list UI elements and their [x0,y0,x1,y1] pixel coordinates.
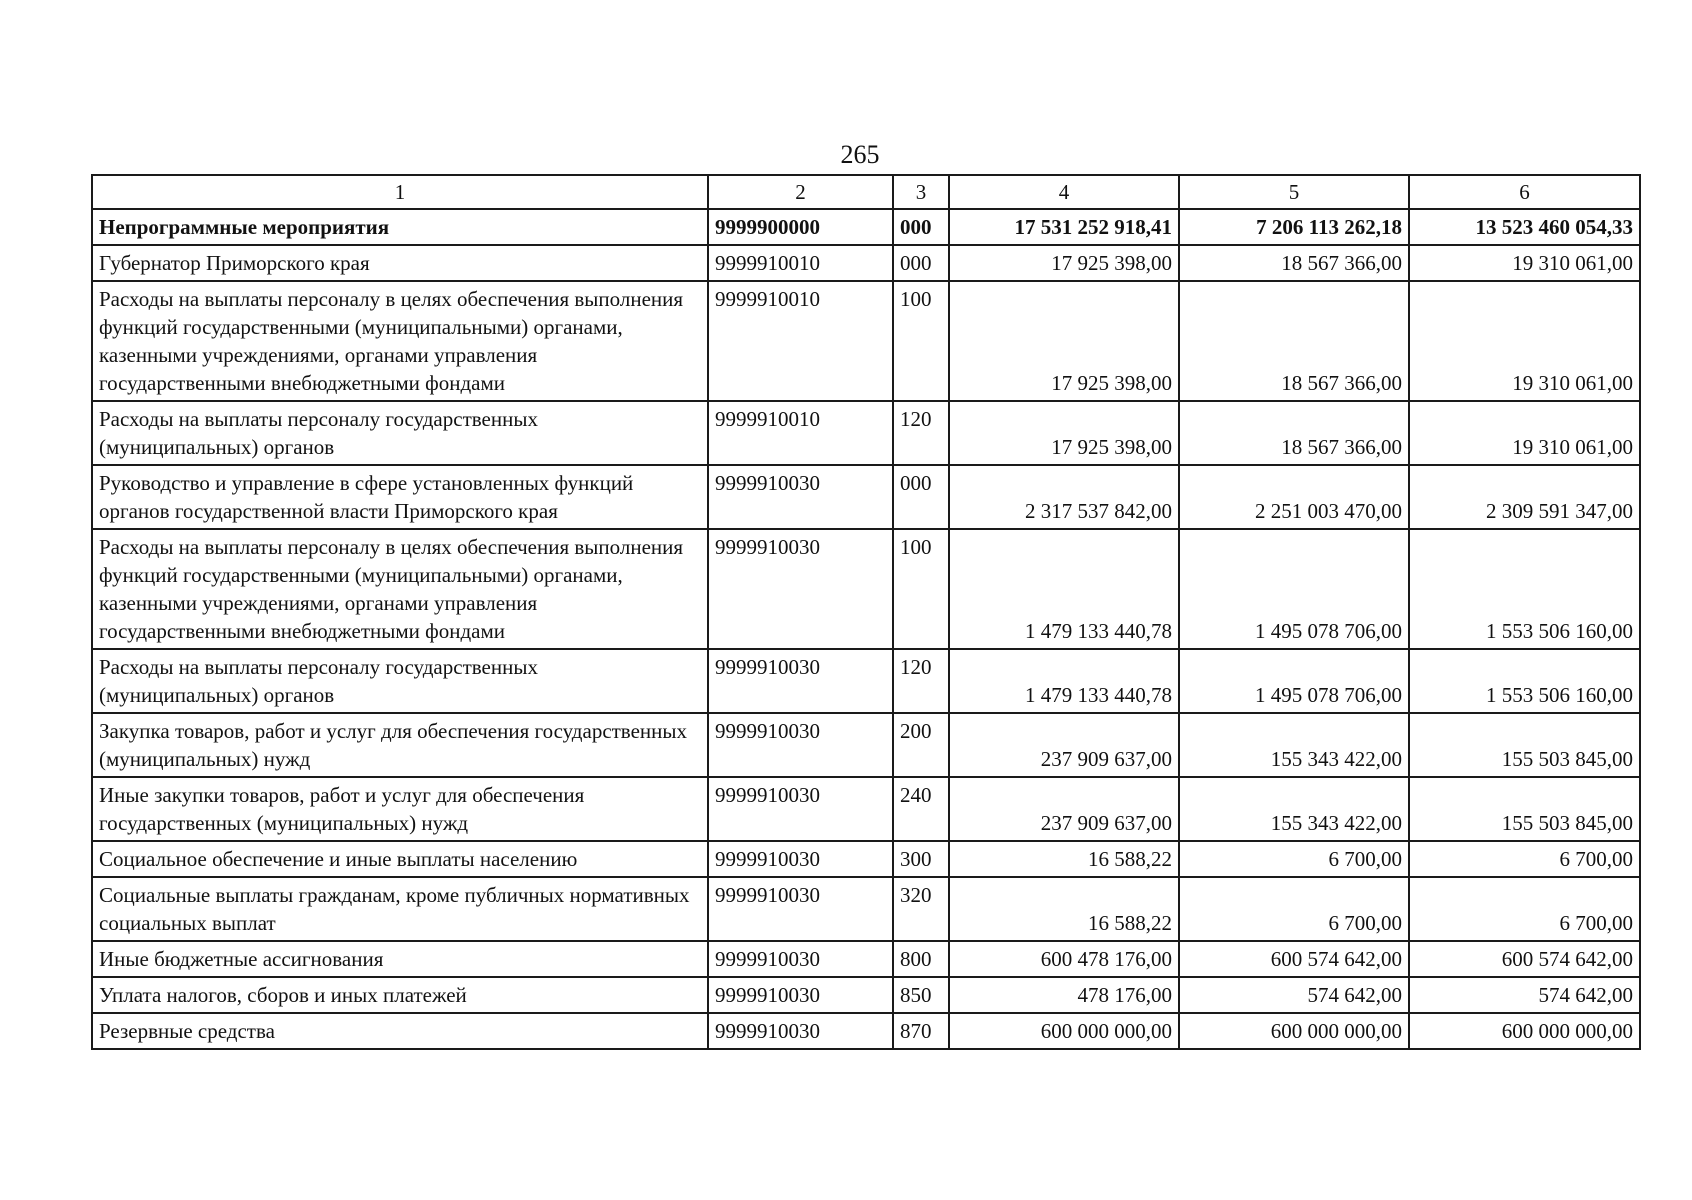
row-value-2-cell: 600 574 642,00 [1179,941,1409,977]
row-value-2-cell: 18 567 366,00 [1179,401,1409,465]
row-value-1-cell: 1 479 133 440,78 [949,649,1179,713]
row-type-cell: 100 [893,281,949,401]
row-value-1-cell: 237 909 637,00 [949,713,1179,777]
row-type-cell: 850 [893,977,949,1013]
row-code-cell: 9999910030 [708,877,893,941]
row-value-1-cell: 2 317 537 842,00 [949,465,1179,529]
header-row [92,175,1640,209]
row-value-3-cell: 1 553 506 160,00 [1409,529,1640,649]
row-code-cell: 9999910010 [708,245,893,281]
table-row [92,713,1640,777]
row-value-2-cell: 155 343 422,00 [1179,713,1409,777]
row-name-cell: Губернатор Приморского края [92,245,708,281]
row-value-3-cell: 19 310 061,00 [1409,245,1640,281]
row-value-2-cell: 7 206 113 262,18 [1179,209,1409,245]
row-type-cell: 240 [893,777,949,841]
row-value-1-cell: 16 588,22 [949,841,1179,877]
table-row [92,529,1640,649]
row-value-2-cell: 2 251 003 470,00 [1179,465,1409,529]
row-code-cell: 9999910030 [708,841,893,877]
row-value-1-cell: 17 925 398,00 [949,401,1179,465]
row-code-cell: 9999910030 [708,941,893,977]
row-value-1-cell: 600 478 176,00 [949,941,1179,977]
row-code-cell: 9999910010 [708,401,893,465]
row-name-cell: Иные бюджетные ассигнования [92,941,708,977]
table-row [92,245,1640,281]
row-value-1-cell: 237 909 637,00 [949,777,1179,841]
row-name-cell: Резервные средства [92,1013,708,1049]
row-value-3-cell: 600 000 000,00 [1409,1013,1640,1049]
row-code-cell: 9999910030 [708,649,893,713]
row-value-2-cell: 155 343 422,00 [1179,777,1409,841]
row-name-cell: Расходы на выплаты персоналу в целях обеспечения выполнения функций государственными (муниципальными) органами, казенными учреждениями, органами управления государственными внебюджетными фондами [92,281,708,401]
table-row [92,209,1640,245]
header-cell-3: 3 [893,175,949,209]
header-cell-6: 6 [1409,175,1640,209]
row-name-cell: Расходы на выплаты персоналу государственных (муниципальных) органов [92,401,708,465]
row-type-cell: 200 [893,713,949,777]
row-name-cell: Непрограммные мероприятия [92,209,708,245]
table-row [92,281,1640,401]
row-value-3-cell: 13 523 460 054,33 [1409,209,1640,245]
row-type-cell: 120 [893,401,949,465]
row-value-3-cell: 6 700,00 [1409,877,1640,941]
row-name-cell: Социальные выплаты гражданам, кроме публичных нормативных социальных выплат [92,877,708,941]
row-value-3-cell: 1 553 506 160,00 [1409,649,1640,713]
row-code-cell: 9999910030 [708,713,893,777]
row-value-2-cell: 574 642,00 [1179,977,1409,1013]
row-type-cell: 800 [893,941,949,977]
row-code-cell: 9999910030 [708,465,893,529]
row-value-3-cell: 19 310 061,00 [1409,281,1640,401]
row-value-3-cell: 574 642,00 [1409,977,1640,1013]
row-value-1-cell: 17 925 398,00 [949,245,1179,281]
budget-table [91,174,1641,1050]
row-type-cell: 000 [893,245,949,281]
row-code-cell: 9999910030 [708,777,893,841]
row-code-cell: 9999900000 [708,209,893,245]
table-row [92,401,1640,465]
row-code-cell: 9999910030 [708,977,893,1013]
table-row [92,977,1640,1013]
row-name-cell: Расходы на выплаты персоналу в целях обеспечения выполнения функций государственными (муниципальными) органами, казенными учреждениями, органами управления государственными внебюджетными фондами [92,529,708,649]
row-type-cell: 120 [893,649,949,713]
row-value-1-cell: 600 000 000,00 [949,1013,1179,1049]
row-value-3-cell: 600 574 642,00 [1409,941,1640,977]
row-name-cell: Расходы на выплаты персоналу государственных (муниципальных) органов [92,649,708,713]
row-code-cell: 9999910010 [708,281,893,401]
row-value-2-cell: 6 700,00 [1179,877,1409,941]
row-type-cell: 320 [893,877,949,941]
row-value-3-cell: 19 310 061,00 [1409,401,1640,465]
row-value-2-cell: 6 700,00 [1179,841,1409,877]
row-name-cell: Уплата налогов, сборов и иных платежей [92,977,708,1013]
row-value-1-cell: 478 176,00 [949,977,1179,1013]
table-row [92,777,1640,841]
table-row [92,1013,1640,1049]
row-name-cell: Социальное обеспечение и иные выплаты населению [92,841,708,877]
row-type-cell: 300 [893,841,949,877]
row-type-cell: 000 [893,209,949,245]
row-type-cell: 870 [893,1013,949,1049]
row-value-1-cell: 16 588,22 [949,877,1179,941]
row-code-cell: 9999910030 [708,1013,893,1049]
row-value-3-cell: 2 309 591 347,00 [1409,465,1640,529]
row-value-2-cell: 18 567 366,00 [1179,281,1409,401]
table-row [92,841,1640,877]
row-value-1-cell: 1 479 133 440,78 [949,529,1179,649]
row-value-3-cell: 155 503 845,00 [1409,713,1640,777]
table-row [92,649,1640,713]
header-cell-1: 1 [92,175,708,209]
row-value-3-cell: 6 700,00 [1409,841,1640,877]
table-row [92,941,1640,977]
row-type-cell: 000 [893,465,949,529]
table-body [92,209,1640,1049]
row-value-2-cell: 1 495 078 706,00 [1179,649,1409,713]
header-cell-2: 2 [708,175,893,209]
row-value-2-cell: 18 567 366,00 [1179,245,1409,281]
row-name-cell: Закупка товаров, работ и услуг для обеспечения государственных (муниципальных) нужд [92,713,708,777]
row-value-2-cell: 1 495 078 706,00 [1179,529,1409,649]
row-name-cell: Иные закупки товаров, работ и услуг для обеспечения государственных (муниципальных) нужд [92,777,708,841]
row-value-2-cell: 600 000 000,00 [1179,1013,1409,1049]
page-number: 265 [840,140,880,169]
row-type-cell: 100 [893,529,949,649]
row-value-1-cell: 17 531 252 918,41 [949,209,1179,245]
row-value-1-cell: 17 925 398,00 [949,281,1179,401]
table-row [92,465,1640,529]
row-value-3-cell: 155 503 845,00 [1409,777,1640,841]
row-name-cell: Руководство и управление в сфере установленных функций органов государственной власти Приморского края [92,465,708,529]
row-code-cell: 9999910030 [708,529,893,649]
table-row [92,877,1640,941]
header-cell-5: 5 [1179,175,1409,209]
header-cell-4: 4 [949,175,1179,209]
